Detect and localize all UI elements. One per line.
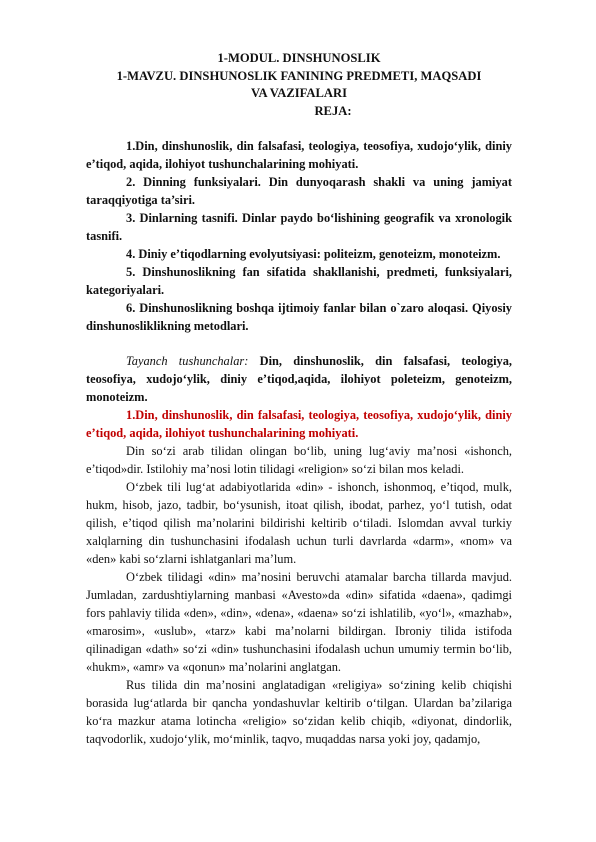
keywords-label: Tayanch tushunchalar: [126,354,249,368]
plan-item-1: 1.Din, dinshunoslik, din falsafasi, teologiya, teosofiya, xudojo‘ylik, diniy e’tiqod, aqida, ilohiyot tushunchalarining mohiyati. [86,139,512,171]
topic-title-line1: 1-MAVZU. DINSHUNOSLIK FANINING PREDMETI, MAQSADI [116,68,482,83]
section-heading: 1.Din, dinshunoslik, din falsafasi, teologiya, teosofiya, xudojo‘ylik, diniy e’tiqod, aqida, ilohiyot tushunchalarining mohiyati. [86,408,512,440]
spacer [86,120,512,137]
body-paragraph-1: Din so‘zi arab tilidan olingan bo‘lib, uning lug‘aviy ma’nosi «ishonch, e’tiqod»dir. Istilohiy ma’nosi lotin tilidagi «religion» so‘zi bilan mos keladi. [86,444,512,476]
spacer [86,335,512,352]
document-page [86,50,512,748]
body-paragraph-3: O‘zbek tilidagi «din» ma’nosini beruvchi atamalar barcha tillarda mavjud. Jumladan, zardushtiylarning manbasi «Avesto»da «din» sifatida «daena», qadimgi fors pahlaviy tilida «den», «din», «dena», «daena» so‘zi ishlatilib, «yo‘l», «mazhab», «marosim», «uslub», «tarz» kabi ma’nolarni bildirgan. Ibroniy tilida istifoda qilinadigan «dath» so‘zi «din» tushunchasini ifodalash uchun umumiy termin bo‘lib, «hukm», «amr» va «qonun» ma’nolarini anglatgan. [86,570,512,674]
plan-item-5: 5. Dinshunoslikning fan sifatida shakllanishi, predmeti, funksiyalari, kategoriyalari. [86,265,512,297]
body-paragraph-2: O‘zbek tili lug‘at adabiyotlarida «din» - ishonch, ishonmoq, e’tiqod, mulk, hukm, hisob, jazo, tadbir, bo‘ysunish, itoat qilish, ibodat, parhez, yo‘l tutish, odat qilish, e’tiqod qilish ma’nolarini bildirishi keltirib o‘tiladi. Islomdan avval turkiy xalqlarning din tushunchasini ifodalash uchun turli davrlarda «darm», «nom» va «den» kabi so‘zlarni ishlatganlari ma’lum. [86,480,512,566]
module-title: 1-MODUL. DINSHUNOSLIK [217,51,381,65]
plan-heading: REJA: [314,103,352,118]
plan-item-2: 2. Dinning funksiyalari. Din dunyoqarash shakli va uning jamiyat taraqqiyotiga ta’siri. [86,175,512,207]
plan-item-6: 6. Dinshunoslikning boshqa ijtimoiy fanlar bilan o`zaro aloqasi. Qiyosiy dinshunosliklikning metodlari. [86,301,512,333]
plan-item-4: 4. Diniy e’tiqodlarning evolyutsiyasi: politeizm, genoteizm, monoteizm. [126,247,501,261]
plan-item-3: 3. Dinlarning tasnifi. Dinlar paydo bo‘lishining geografik va xronologik tasnifi. [86,211,512,243]
topic-title-line2: VA VAZIFALARI [250,86,347,100]
body-paragraph-4: Rus tilida din ma’nosini anglatadigan «religiya» so‘zining kelib chiqishi borasida lug‘atlarda bir qancha yondashuvlar keltirib o‘tilgan. Ulardan ba’zilariga ko‘ra mazkur atama lotincha «religio» so‘zidan kelib chiqib, «diyonat, dindorlik, taqvodorlik, xudojo‘ylik, mo‘minlik, taqvo, muqaddas narsa yoki joy, qadamjo, [86,678,512,746]
keywords-text: Din, dinshunoslik, din falsafasi, teologiya, teosofiya, xudojo‘ylik, diniy e’tiqod,aqida, ilohiyot poleteizm, genoteizm, monoteizm. [86,354,512,404]
keywords-paragraph [86,352,512,406]
